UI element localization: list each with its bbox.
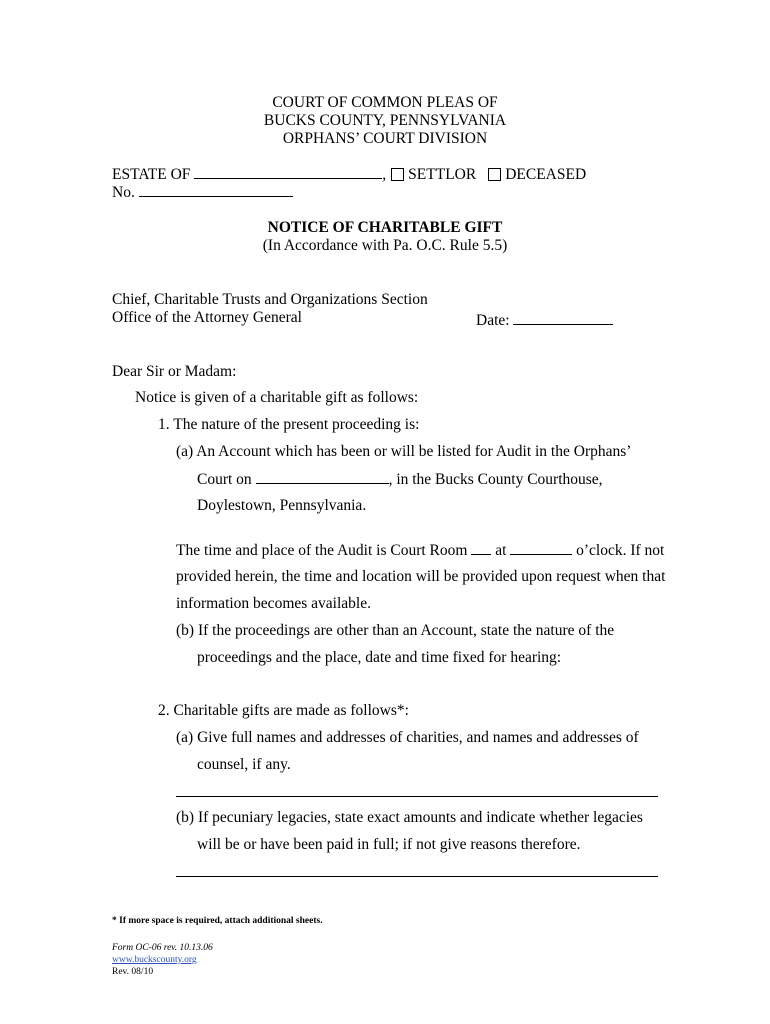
case-number-row bbox=[112, 183, 293, 202]
item1b-line2: proceedings and the place, date and time fixed for hearing: bbox=[197, 649, 562, 666]
salutation: Dear Sir or Madam: bbox=[112, 363, 237, 380]
court-division: ORPHANS’ COURT DIVISION bbox=[282, 130, 488, 147]
form-subtitle: (In Accordance with Pa. O.C. Rule 5.5) bbox=[262, 237, 508, 254]
item1-heading: 1. The nature of the present proceeding is: bbox=[158, 416, 420, 433]
deceased-label: DECEASED bbox=[505, 166, 587, 183]
footnote: * If more space is required, attach additional sheets. bbox=[112, 916, 323, 926]
estate-row bbox=[112, 165, 586, 184]
court-on-label: Court on bbox=[197, 471, 252, 488]
court-name-line2: BUCKS COUNTY, PENNSYLVANIA bbox=[263, 112, 507, 129]
item1a-line1: (a) An Account which has been or will be listed for Audit in the Orphans’ bbox=[176, 443, 632, 460]
audit-suffix: o’clock. If not bbox=[576, 542, 665, 559]
case-number-label: No. bbox=[112, 184, 135, 201]
court-name-line1: COURT OF COMMON PLEAS OF bbox=[272, 94, 498, 111]
intro-text: Notice is given of a charitable gift as follows: bbox=[135, 389, 419, 406]
court-room-blank[interactable] bbox=[471, 541, 491, 555]
courthouse-text: , in the Bucks County Courthouse, bbox=[388, 471, 603, 488]
audit-line2: provided herein, the time and location will be provided upon request when that bbox=[176, 568, 666, 585]
estate-comma: , bbox=[382, 166, 387, 183]
revision-text: Rev. 08/10 bbox=[112, 967, 154, 977]
item1a-line2 bbox=[197, 470, 603, 489]
estate-name-blank[interactable] bbox=[194, 165, 382, 179]
date-row bbox=[476, 311, 613, 330]
item1a-line3: Doylestown, Pennsylvania. bbox=[197, 497, 367, 514]
date-label: Date: bbox=[476, 312, 510, 329]
settlor-checkbox[interactable] bbox=[391, 168, 404, 181]
case-number-blank[interactable] bbox=[139, 183, 293, 197]
audit-line3: information becomes available. bbox=[176, 595, 371, 612]
court-date-blank[interactable] bbox=[256, 470, 389, 484]
audit-line1 bbox=[176, 541, 664, 560]
item1b-line1: (b) If the proceedings are other than an Account, state the nature of the bbox=[176, 622, 615, 639]
form-id: Form OC-06 rev. 10.13.06 bbox=[112, 943, 213, 953]
date-blank[interactable] bbox=[513, 311, 613, 325]
audit-prefix: The time and place of the Audit is Court Room bbox=[176, 542, 468, 559]
deceased-checkbox[interactable] bbox=[488, 168, 501, 181]
addressee-line1: Chief, Charitable Trusts and Organizations Section bbox=[112, 291, 428, 308]
settlor-label: SETTLOR bbox=[408, 166, 477, 183]
legacies-answer-line[interactable] bbox=[176, 876, 658, 877]
county-website-link[interactable]: www.buckscounty.org bbox=[112, 955, 197, 965]
item2b-line1: (b) If pecuniary legacies, state exact amounts and indicate whether legacies bbox=[176, 809, 643, 826]
estate-label: ESTATE OF bbox=[112, 166, 191, 183]
charities-answer-line[interactable] bbox=[176, 796, 658, 797]
item2b-line2: will be or have been paid in full; if not give reasons therefore. bbox=[197, 836, 581, 853]
item2a-line1: (a) Give full names and addresses of charities, and names and addresses of bbox=[176, 729, 639, 746]
item2-heading: 2. Charitable gifts are made as follows*: bbox=[158, 702, 409, 719]
form-title: NOTICE OF CHARITABLE GIFT bbox=[267, 219, 503, 236]
item2a-line2: counsel, if any. bbox=[197, 756, 291, 773]
audit-time-blank[interactable] bbox=[510, 541, 572, 555]
addressee-line2: Office of the Attorney General bbox=[112, 309, 302, 326]
audit-at: at bbox=[495, 542, 507, 559]
